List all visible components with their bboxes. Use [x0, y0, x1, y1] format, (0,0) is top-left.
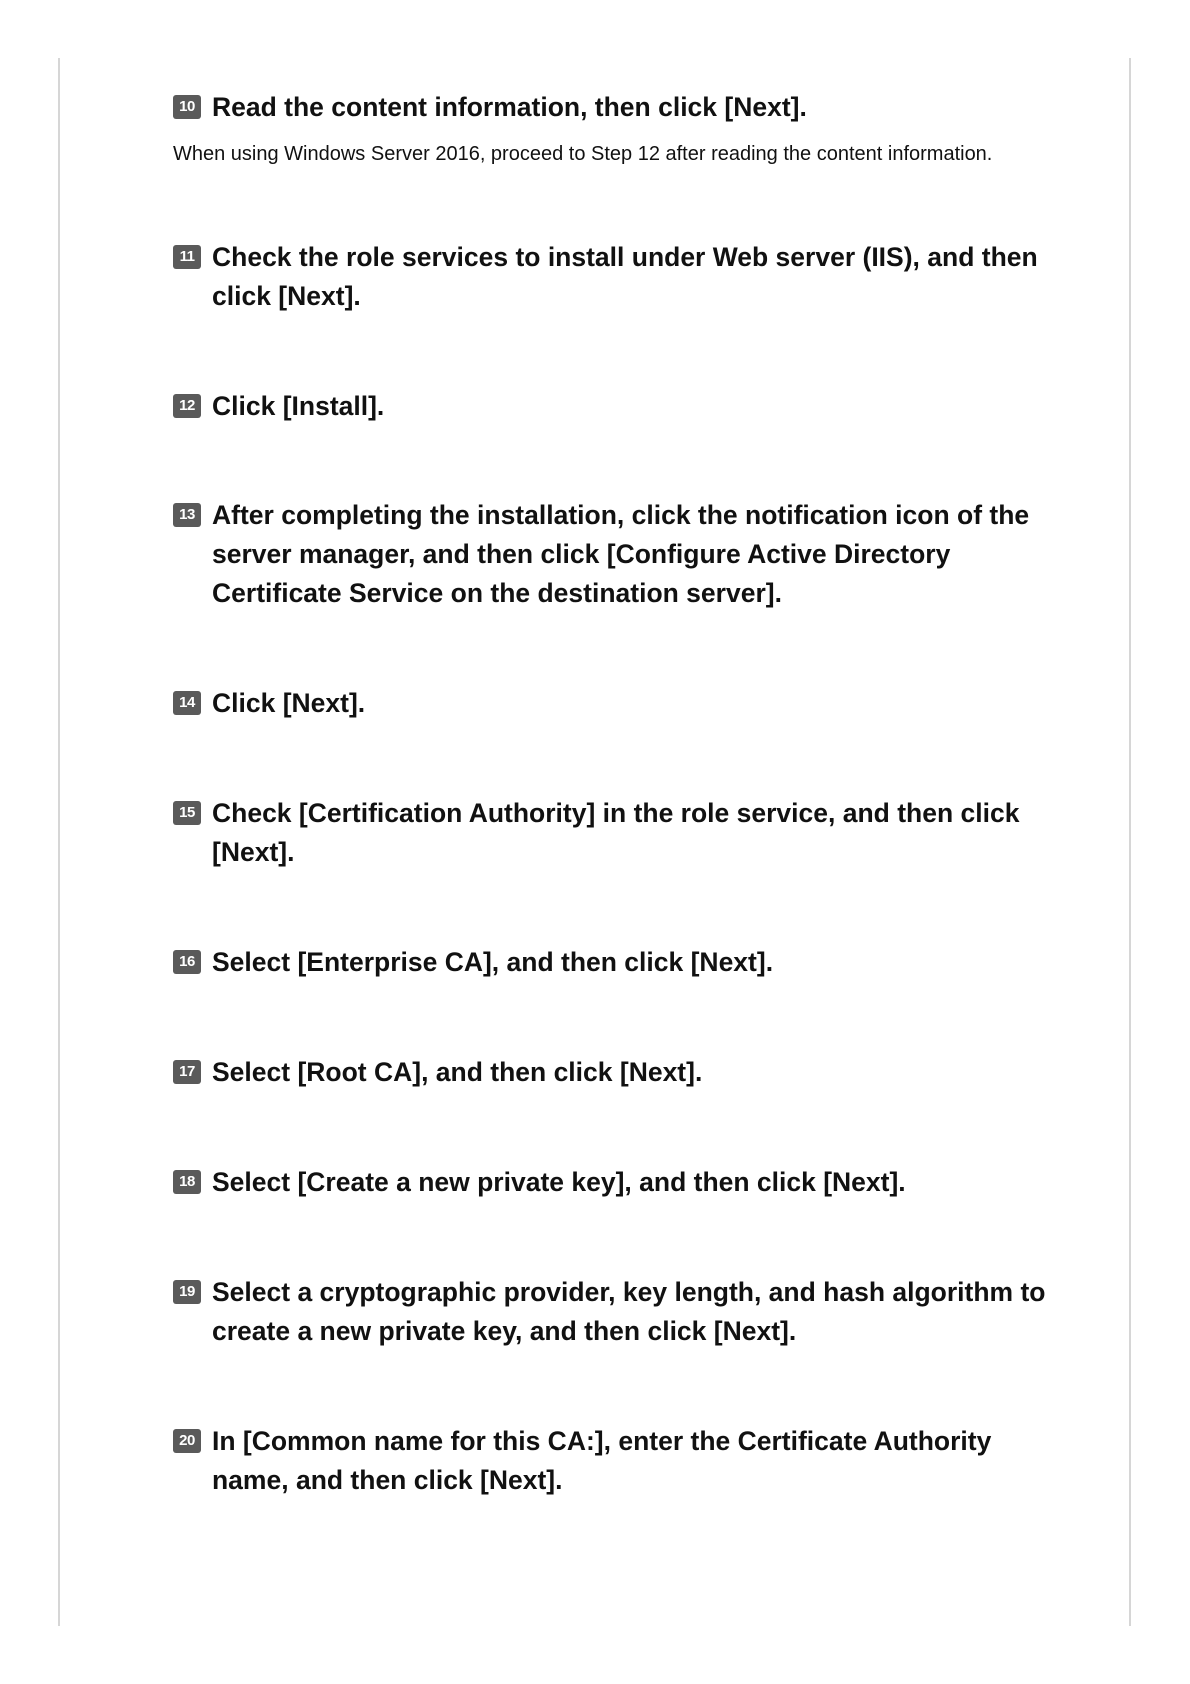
step-header — [173, 496, 1073, 613]
step-title: Check the role services to install under Web server (IIS), and then click [Next]. — [212, 242, 1038, 311]
step-header — [173, 794, 1073, 872]
step-title: Click [Install]. — [212, 391, 385, 421]
step-header — [173, 1422, 1073, 1500]
step-number-badge: 16 — [173, 950, 201, 974]
step-title: Click [Next]. — [212, 688, 366, 718]
step-header — [173, 943, 1073, 982]
step-title: Select a cryptographic provider, key length, and hash algorithm to create a new private key, and then click [Next]. — [212, 1277, 1046, 1346]
step-14 — [173, 684, 1073, 723]
step-12 — [173, 387, 1073, 426]
step-10 — [173, 88, 1073, 167]
step-13 — [173, 496, 1073, 613]
step-title: Select [Create a new private key], and then click [Next]. — [212, 1167, 906, 1197]
step-15 — [173, 794, 1073, 872]
step-number-badge: 14 — [173, 691, 201, 715]
step-number-badge: 11 — [173, 245, 201, 269]
step-11 — [173, 238, 1073, 316]
step-number-badge: 18 — [173, 1170, 201, 1194]
step-20 — [173, 1422, 1073, 1500]
step-number-badge: 13 — [173, 503, 201, 527]
step-19 — [173, 1273, 1073, 1351]
step-title: Check [Certification Authority] in the role service, and then click [Next]. — [212, 798, 1020, 867]
step-header — [173, 684, 1073, 723]
step-header — [173, 88, 1073, 127]
step-18 — [173, 1163, 1073, 1202]
step-number-badge: 20 — [173, 1429, 201, 1453]
step-number-badge: 17 — [173, 1060, 201, 1084]
step-note: When using Windows Server 2016, proceed to Step 12 after reading the content information. — [173, 143, 993, 165]
step-title: Read the content information, then click [Next]. — [212, 92, 807, 122]
step-title: Select [Root CA], and then click [Next]. — [212, 1057, 703, 1087]
step-number-badge: 15 — [173, 801, 201, 825]
step-number-badge: 19 — [173, 1280, 201, 1304]
step-header — [173, 238, 1073, 316]
step-header — [173, 1163, 1073, 1202]
step-title: In [Common name for this CA:], enter the Certificate Authority name, and then click [Next]. — [212, 1426, 992, 1495]
step-number-badge: 10 — [173, 95, 201, 119]
step-title: After completing the installation, click the notification icon of the server manager, and then click [Configure Active Directory Certificate Service on the destination server]. — [212, 500, 1030, 608]
step-header — [173, 387, 1073, 426]
step-title: Select [Enterprise CA], and then click [Next]. — [212, 947, 774, 977]
step-17 — [173, 1053, 1073, 1092]
step-number-badge: 12 — [173, 394, 201, 418]
step-16 — [173, 943, 1073, 982]
step-header — [173, 1053, 1073, 1092]
step-header — [173, 1273, 1073, 1351]
left-margin-rule — [58, 58, 60, 1626]
right-margin-rule — [1129, 58, 1131, 1626]
